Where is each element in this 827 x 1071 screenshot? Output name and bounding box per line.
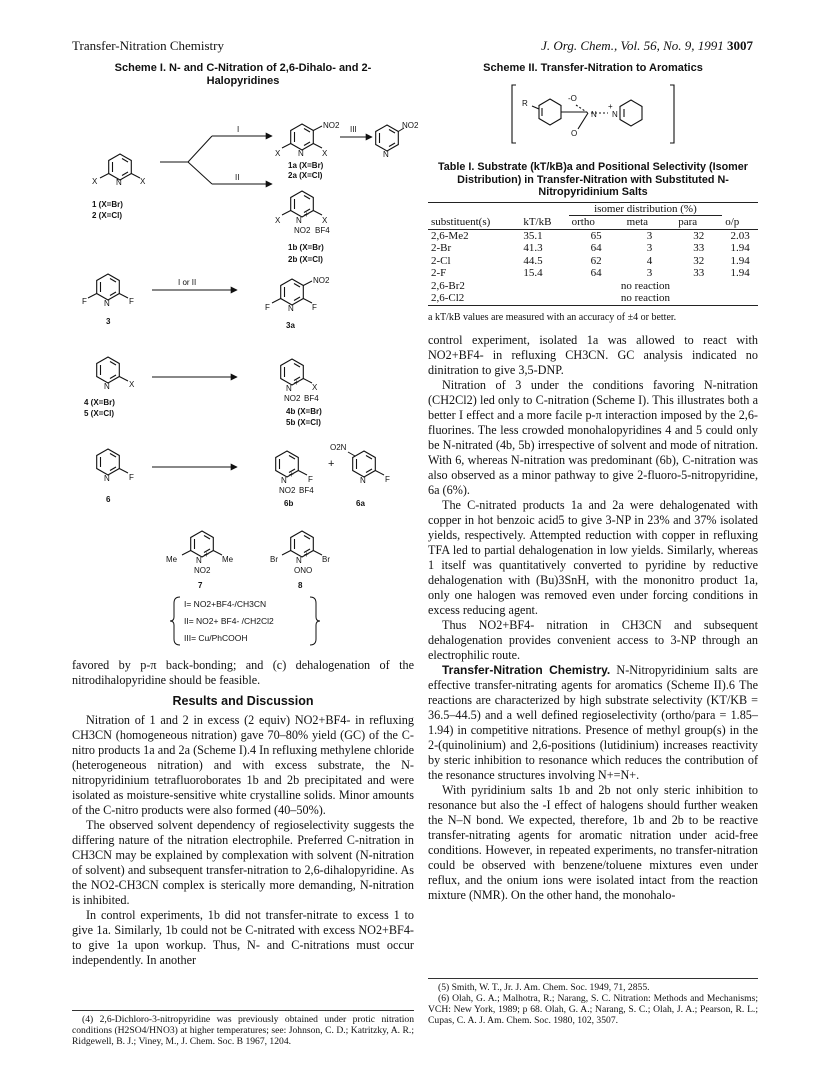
table-row: 2,6-Br2 no reaction [431,279,671,292]
svg-text:N: N [296,556,302,565]
scheme-1-title: Scheme I. N- and C-Nitration of 2,6-Dihalo- and 2-Halopyridines [114,62,372,87]
table-group-header: isomer distribution (%) [569,202,723,216]
label-2b: 2b (X=Cl) [288,255,323,264]
svg-text:+: + [608,102,613,111]
svg-text:N: N [360,476,366,485]
left-para-1: Nitration of 1 and 2 in excess (2 equiv) NO2+BF4- in refluxing CH3CN (homogeneous nitration) gave 70–80% yield (GC) of the C-nitro products 1a and 2a (Scheme I).4 In refluxing methylene chloride (heterogeneous nitration) and with excess substrate, the N-nitropyridinium tetrafluoroborates 1b and 2b precipitated and were isolated as moisture-sensitive white crystalline solids. Minor amounts of the C-nitro products were also formed (40–50%). [72,713,414,817]
svg-text:+: + [304,210,309,219]
svg-text:X: X [312,383,318,392]
left-column [72,62,419,1047]
label-3: 3 [106,317,111,326]
svg-text:NO2: NO2 [323,121,340,130]
svg-text:+: + [204,550,209,559]
arrow-i-label: I [237,125,240,134]
scheme-1-figure [72,92,419,652]
svg-text:X: X [275,149,281,158]
svg-text:N: N [116,178,122,187]
3-nitropyridine-structure [376,121,419,159]
col-para: para [675,216,722,230]
svg-text:F: F [129,297,134,306]
run-in-heading: Transfer-Nitration Chemistry. [442,662,611,677]
label-1b: 1b (X=Br) [288,243,324,252]
svg-text:N: N [104,299,110,308]
svg-text:X: X [275,216,281,225]
svg-text:+: + [289,470,294,479]
reaction-conditions [170,597,320,645]
compound-1-2-structure [92,154,146,187]
svg-text:F: F [312,303,317,312]
compound-8-structure [270,531,330,575]
svg-text:N: N [288,304,294,313]
svg-text:BF4: BF4 [304,394,319,403]
svg-text:NO2: NO2 [194,566,211,575]
right-para-1: Nitration of 3 under the conditions favoring N-nitration (CH2Cl2) led only to C-nitration (Scheme I). This illustrates both a better I effect and a more facile p-π interaction imposed by the 2,6-fluorines. The less crowded monohalopyridines 4 and 5 could only be N-nitrated (4b, 5b) irrespective of solvent and mode of nitration. With 6, whereas N-nitration was predominant (6b), C-nitration was also observed as a minor pathway to give 2-fluoro-5-nitropyridine, 6a (6%). [428,377,758,497]
svg-text:X: X [129,380,135,389]
svg-text:N: N [383,150,389,159]
svg-text:+: + [304,550,309,559]
col-ortho: ortho [569,216,624,230]
svg-text:N: N [612,110,618,119]
svg-text:Br: Br [270,555,278,564]
section-heading-results: Results and Discussion [172,694,314,708]
label-1: 1 (X=Br) [92,200,123,209]
label-3a: 3a [286,321,295,330]
running-header-left: Transfer-Nitration Chemistry [72,38,224,53]
condition-iii: III= Cu/PhCOOH [184,633,248,643]
svg-text:N: N [298,149,304,158]
svg-text:N: N [296,216,302,225]
label-5: 5 (X=Cl) [84,409,115,418]
svg-text:N: N [591,110,597,119]
svg-text:F: F [129,473,134,482]
table-row: 2,6-Me2 35.1 65 3 32 2.03 [431,229,750,242]
col-kt-kb: kT/kB [520,216,568,230]
svg-text:-O: -O [568,94,577,103]
svg-text:X: X [322,216,328,225]
page-number: 3007 [727,38,753,53]
left-para-continued: favored by p-π back-bonding; and (c) dehalogenation of the nitrodihalopyridine should be feasible. [72,658,414,687]
compound-3a-structure [265,276,330,313]
left-para-2: The observed solvent dependency of regioselectivity suggests the differing nature of the nitration electrophile. Preferred C-nitration in CH3CN may be explained by complexation with solvent (N-nitration of solvent) and subsequent transfer-nitration to 2,6-dihalopyridine. As the NO2-CH3CN complex is sterically more demanding, N-nitration is inhibited. [72,818,414,907]
table-row: 2,6-Cl2 no reaction [428,292,758,305]
label-4b: 4b (X=Br) [286,407,322,416]
svg-text:F: F [385,475,390,484]
right-para-5: With pyridinium salts 1b and 2b not only steric inhibition to resonance but also the -I effect of halogens should further weaken the N–N bond. We expected, therefore, 1b and 2b to be reactive transfer-nitrating agents for aromatic nitration under acid-free conditions. However, in repeated experiments, no transfer-nitration could be observed with benzene/toluene mixtures even under reflux, and the onium ions were isolated intact from the reaction mixture (NMR). On the other hand, the monohalo- [428,782,758,902]
svg-text:+: + [294,378,299,387]
svg-text:X: X [322,149,328,158]
label-6a: 6a [356,499,365,508]
compound-7-structure [166,531,234,575]
svg-text:F: F [82,297,87,306]
scheme-2-figure [428,79,758,149]
table-row: 2-Cl 44.5 62 4 32 1.94 [431,254,750,267]
scheme-2-title: Scheme II. Transfer-Nitration to Aromatics [483,62,703,74]
svg-text:N: N [104,382,110,391]
col-substituent: substituent(s) [428,216,520,230]
right-para-3: Thus NO2+BF4- nitration in CH3CN and subsequent dehalogenation provides convenient access to 3-NP through an electrophilic route. [428,617,758,662]
svg-text:F: F [265,303,270,312]
compound-6-structure [97,449,134,483]
journal-volume: Vol. 56, No. 9, 1991 [620,38,724,53]
table-row: 2-F 15.4 64 3 33 1.94 [431,267,750,279]
svg-text:BF4: BF4 [315,226,330,235]
svg-text:R: R [522,99,528,108]
right-column [428,62,758,1026]
left-para-3: In control experiments, 1b did not transfer-nitrate to excess 1 to give 1a. Similarly, 1b could not be C-nitrated with excess NO2+BF4- to give 1a upon workup. Thus, N- and C-nitrations must occur independently. In another [72,908,414,967]
running-header-right [541,38,753,54]
condition-ii: II= NO2+ BF4- /CH2Cl2 [184,616,274,626]
svg-text:NO2: NO2 [279,486,296,495]
svg-text:N: N [196,556,202,565]
svg-text:NO2: NO2 [313,276,330,285]
label-6b: 6b [284,499,294,508]
footnote-4: (4) 2,6-Dichloro-3-nitropyridine was previously obtained under protic nitration conditions (H2SO4/HNO3) at higher temperatures; see: Johnson, C. D.; Katritzky, A. R.; Ridgewell, B. J.; Viney, M., J. Chem. Soc. B 1967, 1204. [72,1014,414,1047]
right-para-4: Transfer-Nitration Chemistry. N-Nitropyridinium salts are effective transfer-nitrating agents for aromatics (Scheme II).6 The reactions are characterized by high substrate selectivity (KT/KB = 36.5–44.5) and a well defined regioselectivity (ortho/para = 1.85–1.94) in competitive nitrations. Presence of methyl group(s) in the 2-(quinolinium) and 2,6-positions (lutidinium) increases reactivity by steric inhibition to resonance which reduces the contribution of the resonance structures involving N+=N+. [428,662,758,782]
svg-text:ONO: ONO [294,566,313,575]
table-row: 2-Br 41.3 64 3 33 1.94 [431,242,750,254]
label-2a: 2a (X=Cl) [288,171,323,180]
right-para-2: The C-nitrated products 1a and 2a were dehalogenated with copper in hot benzoic acid5 to give 3-NP in 23% and 37% isolated yields, respectively. Attempted reduction with copper in refluxing TFA led to partial dehalogenation in low yields. Similarly, whereas 1 itself was quantitatively converted to pyridine by reductive dehalogenation with (Bu)3SnH, with the mononitro product 1a, only one halogen was removed even under forcing conditions in excess reducing agent. [428,497,758,617]
svg-text:N: N [281,476,287,485]
svg-text:X: X [140,177,146,186]
compound-4-5-structure [97,357,135,391]
footnote-5: (5) Smith, W. T., Jr. J. Am. Chem. Soc. 1949, 71, 2855. [438,982,650,993]
label-2: 2 (X=Cl) [92,211,123,220]
compound-4b-5b-structure [281,359,320,403]
compound-1b-2b-structure [275,191,330,235]
svg-text:N: N [286,384,292,393]
col-meta: meta [624,216,676,230]
journal-name: J. Org. Chem., [541,38,618,53]
table-1-footnote: a kT/kB values are measured with an accuracy of ±4 or better. [428,311,677,323]
svg-text:Me: Me [166,555,178,564]
left-footnotes [72,1010,414,1047]
label-4: 4 (X=Br) [84,398,115,407]
label-5b: 5b (X=Cl) [286,418,321,427]
label-6: 6 [106,495,111,504]
svg-text:Br: Br [322,555,330,564]
table-1 [428,202,758,306]
svg-text:+: + [328,458,335,470]
svg-text:NO2: NO2 [284,394,301,403]
svg-text:NO2: NO2 [294,226,311,235]
right-footnotes [428,978,758,1026]
arrow-ii-label: II [235,173,240,182]
compound-6b-structure [276,451,315,495]
compound-1a-2a-structure [275,121,340,158]
svg-text:BF4: BF4 [299,486,314,495]
arrow-iii-label: III [350,125,357,134]
label-7: 7 [198,581,203,590]
table-1-title: Table I. Substrate (kT/kB)a and Positional Selectivity (Isomer Distribution) in Transfer-Nitration with Substituted N-Nitropyridinium Salts [438,161,748,198]
svg-text:Me: Me [222,555,234,564]
svg-text:X: X [92,177,98,186]
svg-text:F: F [308,475,313,484]
compound-3-structure [82,274,134,308]
svg-text:O: O [571,129,578,138]
compound-6a-structure [330,443,390,485]
svg-text:O2N: O2N [330,443,347,452]
arrow-i-or-ii-label: I or II [178,278,197,287]
label-8: 8 [298,581,303,590]
svg-text:N: N [104,474,110,483]
col-op: o/p [722,216,758,230]
right-para-0: control experiment, isolated 1a was allowed to react with NO2+BF4- in refluxing CH3CN. GC analysis indicated no dinitration to give 3,5-DNP. [428,332,758,377]
condition-i: I= NO2+BF4-/CH3CN [184,599,267,609]
footnote-6: (6) Olah, G. A.; Malhotra, R.; Narang, S. C. Nitration: Methods and Mechanisms; VCH: New York, 1989; p 68. Olah, G. A.; Narang, S. C.; Olah, J. A.; Pearson, R. L.; Cupas, C. A. J. Am. Chem. Soc. 1980, 102, 3507. [428,993,758,1026]
svg-text:NO2: NO2 [402,121,419,130]
label-1a: 1a (X=Br) [288,161,324,170]
